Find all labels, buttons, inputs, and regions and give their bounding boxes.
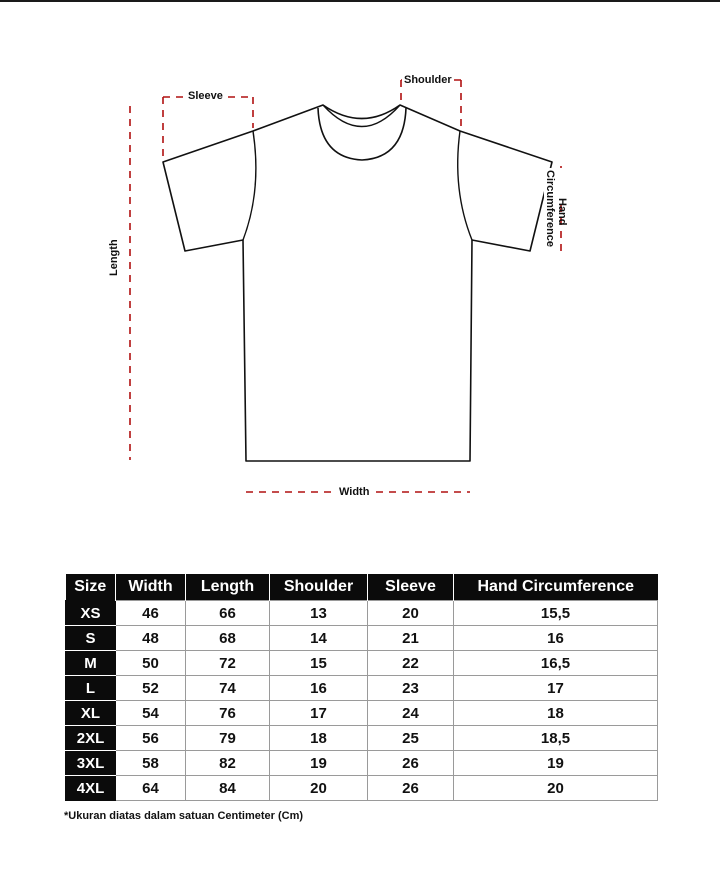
length-label: Length [108, 239, 120, 276]
header-length: Length [186, 574, 270, 601]
hand-cell: 20 [454, 776, 658, 801]
length-cell: 82 [186, 751, 270, 776]
shoulder-label: Shoulder [404, 74, 452, 86]
table-row [66, 751, 658, 776]
hand-cell: 15,5 [454, 601, 658, 626]
width-cell: 46 [116, 601, 186, 626]
table-row [66, 726, 658, 751]
length-cell: 76 [186, 701, 270, 726]
table-row [66, 676, 658, 701]
sleeve-cell: 24 [368, 701, 454, 726]
shoulder-cell: 19 [270, 751, 368, 776]
size-cell: XS [66, 601, 116, 626]
shoulder-cell: 16 [270, 676, 368, 701]
length-cell: 79 [186, 726, 270, 751]
sleeve-cell: 26 [368, 751, 454, 776]
hand-cell: 16,5 [454, 651, 658, 676]
hand-cell: 16 [454, 626, 658, 651]
table-row [66, 701, 658, 726]
width-cell: 54 [116, 701, 186, 726]
shoulder-cell: 13 [270, 601, 368, 626]
length-cell: 72 [186, 651, 270, 676]
hand-cell: 19 [454, 751, 658, 776]
shoulder-cell: 15 [270, 651, 368, 676]
header-width: Width [116, 574, 186, 601]
hand-label-line1: Hand [556, 198, 568, 226]
table-row [66, 601, 658, 626]
header-shoulder: Shoulder [270, 574, 368, 601]
length-cell: 68 [186, 626, 270, 651]
size-chart-table [65, 574, 658, 801]
sleeve-cell: 22 [368, 651, 454, 676]
hand-label-line2: Circumference [544, 170, 556, 248]
sleeve-cell: 20 [368, 601, 454, 626]
sleeve-cell: 21 [368, 626, 454, 651]
sleeve-label: Sleeve [188, 90, 223, 102]
shoulder-cell: 17 [270, 701, 368, 726]
table-row [66, 776, 658, 801]
size-cell: 4XL [66, 776, 116, 801]
size-cell: XL [66, 701, 116, 726]
hand-cell: 18 [454, 701, 658, 726]
shoulder-cell: 18 [270, 726, 368, 751]
sleeve-cell: 23 [368, 676, 454, 701]
size-cell: 3XL [66, 751, 116, 776]
sleeve-cell: 26 [368, 776, 454, 801]
width-cell: 52 [116, 676, 186, 701]
width-cell: 58 [116, 751, 186, 776]
hand-circumference-label [544, 168, 568, 248]
shoulder-cell: 20 [270, 776, 368, 801]
table-header-row [66, 574, 658, 601]
table-row [66, 626, 658, 651]
hand-cell: 17 [454, 676, 658, 701]
header-size: Size [66, 574, 116, 601]
shoulder-cell: 14 [270, 626, 368, 651]
size-cell: L [66, 676, 116, 701]
footnote: *Ukuran diatas dalam satuan Centimeter (Cm) [64, 810, 304, 822]
length-cell: 84 [186, 776, 270, 801]
size-cell: M [66, 651, 116, 676]
size-cell: 2XL [66, 726, 116, 751]
length-cell: 66 [186, 601, 270, 626]
hand-cell: 18,5 [454, 726, 658, 751]
width-cell: 64 [116, 776, 186, 801]
header-hand-circumference: Hand Circumference [454, 574, 658, 601]
size-cell: S [66, 626, 116, 651]
width-label: Width [339, 486, 370, 498]
width-cell: 48 [116, 626, 186, 651]
table-row [66, 651, 658, 676]
sleeve-cell: 25 [368, 726, 454, 751]
width-cell: 56 [116, 726, 186, 751]
tshirt-outline [163, 105, 552, 461]
length-cell: 74 [186, 676, 270, 701]
width-cell: 50 [116, 651, 186, 676]
header-sleeve: Sleeve [368, 574, 454, 601]
